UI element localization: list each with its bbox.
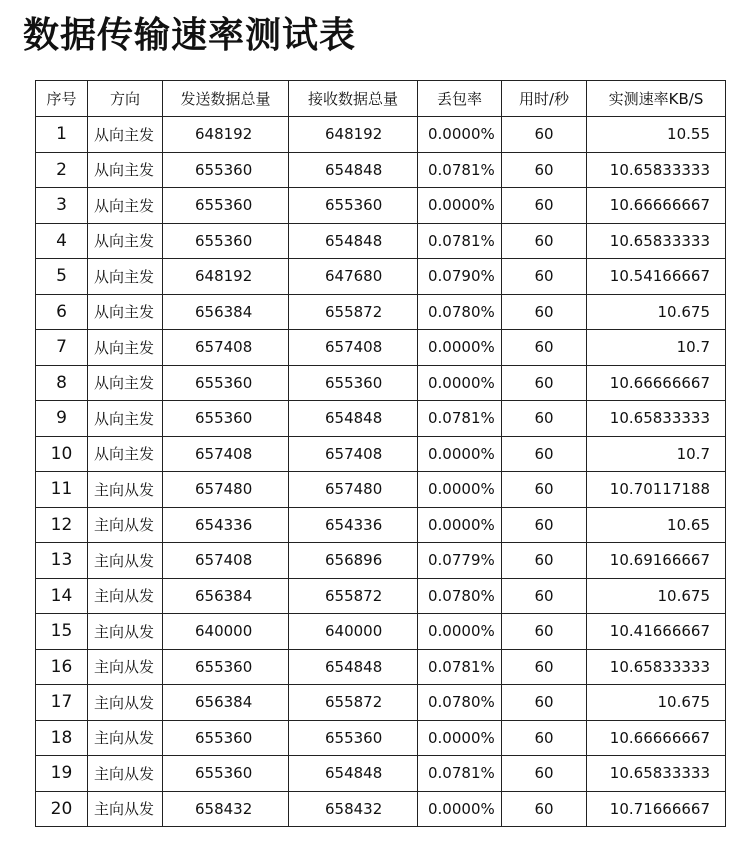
cell-index: 10 [36,436,88,472]
cell-measured-rate: 10.55 [587,117,726,153]
cell-sent-total: 656384 [163,578,289,614]
cell-received-total: 655360 [289,188,418,224]
cell-direction: 从向主发 [88,117,163,153]
cell-direction: 从向主发 [88,223,163,259]
cell-duration: 60 [502,117,587,153]
cell-loss-rate: 0.0000% [418,507,502,543]
cell-direction: 主向从发 [88,649,163,685]
cell-sent-total: 655360 [163,720,289,756]
cell-sent-total: 655360 [163,649,289,685]
cell-direction: 从向主发 [88,436,163,472]
cell-duration: 60 [502,188,587,224]
table-row [36,223,726,259]
cell-index: 1 [36,117,88,153]
page-title: 数据传输速率测试表 [23,15,357,56]
cell-received-total: 647680 [289,259,418,295]
cell-direction: 主向从发 [88,472,163,508]
cell-sent-total: 657408 [163,330,289,366]
table-row [36,294,726,330]
cell-loss-rate: 0.0781% [418,756,502,792]
cell-sent-total: 655360 [163,756,289,792]
cell-received-total: 654848 [289,649,418,685]
cell-direction: 主向从发 [88,720,163,756]
header-sent-total: 发送数据总量 [163,81,289,117]
cell-sent-total: 658432 [163,791,289,827]
header-loss-rate: 丢包率 [418,81,502,117]
cell-duration: 60 [502,223,587,259]
cell-direction: 主向从发 [88,507,163,543]
table-row [36,472,726,508]
cell-index: 9 [36,401,88,437]
cell-index: 2 [36,152,88,188]
cell-received-total: 657408 [289,330,418,366]
table-row [36,259,726,295]
cell-duration: 60 [502,649,587,685]
cell-measured-rate: 10.54166667 [587,259,726,295]
table-row [36,365,726,401]
cell-measured-rate: 10.7 [587,330,726,366]
cell-measured-rate: 10.675 [587,685,726,721]
cell-loss-rate: 0.0779% [418,543,502,579]
table-row [36,614,726,650]
cell-measured-rate: 10.675 [587,294,726,330]
cell-received-total: 656896 [289,543,418,579]
cell-sent-total: 654336 [163,507,289,543]
cell-sent-total: 640000 [163,614,289,650]
cell-measured-rate: 10.70117188 [587,472,726,508]
cell-sent-total: 648192 [163,117,289,153]
cell-index: 11 [36,472,88,508]
cell-received-total: 654848 [289,223,418,259]
cell-measured-rate: 10.65833333 [587,223,726,259]
cell-direction: 从向主发 [88,330,163,366]
cell-loss-rate: 0.0780% [418,578,502,614]
cell-index: 16 [36,649,88,685]
cell-measured-rate: 10.71666667 [587,791,726,827]
cell-direction: 从向主发 [88,152,163,188]
cell-received-total: 658432 [289,791,418,827]
cell-measured-rate: 10.65833333 [587,649,726,685]
cell-index: 17 [36,685,88,721]
cell-received-total: 654848 [289,152,418,188]
cell-duration: 60 [502,259,587,295]
cell-index: 6 [36,294,88,330]
table-row [36,578,726,614]
cell-loss-rate: 0.0000% [418,436,502,472]
cell-received-total: 655872 [289,578,418,614]
cell-duration: 60 [502,685,587,721]
cell-received-total: 654336 [289,507,418,543]
cell-direction: 主向从发 [88,578,163,614]
cell-measured-rate: 10.66666667 [587,188,726,224]
cell-loss-rate: 0.0781% [418,152,502,188]
cell-received-total: 654848 [289,401,418,437]
cell-duration: 60 [502,436,587,472]
cell-index: 15 [36,614,88,650]
cell-loss-rate: 0.0000% [418,365,502,401]
cell-measured-rate: 10.675 [587,578,726,614]
cell-sent-total: 657408 [163,543,289,579]
cell-received-total: 655360 [289,720,418,756]
rate-test-table [35,80,726,827]
table-row [36,685,726,721]
cell-direction: 从向主发 [88,294,163,330]
cell-sent-total: 655360 [163,152,289,188]
cell-direction: 主向从发 [88,614,163,650]
cell-sent-total: 657408 [163,436,289,472]
cell-direction: 从向主发 [88,365,163,401]
cell-index: 3 [36,188,88,224]
cell-sent-total: 656384 [163,685,289,721]
cell-duration: 60 [502,543,587,579]
cell-sent-total: 657480 [163,472,289,508]
cell-received-total: 654848 [289,756,418,792]
cell-direction: 主向从发 [88,543,163,579]
header-measured-rate: 实测速率KB/S [587,81,726,117]
cell-measured-rate: 10.65833333 [587,152,726,188]
cell-duration: 60 [502,472,587,508]
cell-loss-rate: 0.0781% [418,649,502,685]
cell-duration: 60 [502,330,587,366]
cell-duration: 60 [502,507,587,543]
cell-measured-rate: 10.41666667 [587,614,726,650]
cell-index: 14 [36,578,88,614]
cell-loss-rate: 0.0000% [418,720,502,756]
table-row [36,401,726,437]
table-row [36,791,726,827]
cell-received-total: 657408 [289,436,418,472]
cell-index: 5 [36,259,88,295]
cell-received-total: 655872 [289,685,418,721]
table-row [36,543,726,579]
cell-loss-rate: 0.0000% [418,188,502,224]
cell-measured-rate: 10.69166667 [587,543,726,579]
header-received-total: 接收数据总量 [289,81,418,117]
cell-duration: 60 [502,756,587,792]
cell-sent-total: 655360 [163,365,289,401]
cell-measured-rate: 10.65 [587,507,726,543]
cell-index: 8 [36,365,88,401]
cell-duration: 60 [502,720,587,756]
cell-loss-rate: 0.0790% [418,259,502,295]
cell-loss-rate: 0.0000% [418,117,502,153]
table-body [36,117,726,827]
table-row [36,152,726,188]
cell-loss-rate: 0.0000% [418,472,502,508]
cell-direction: 主向从发 [88,791,163,827]
cell-received-total: 657480 [289,472,418,508]
cell-index: 18 [36,720,88,756]
cell-measured-rate: 10.66666667 [587,720,726,756]
cell-duration: 60 [502,578,587,614]
cell-direction: 主向从发 [88,685,163,721]
cell-received-total: 655872 [289,294,418,330]
cell-direction: 从向主发 [88,401,163,437]
cell-received-total: 655360 [289,365,418,401]
cell-direction: 主向从发 [88,756,163,792]
cell-received-total: 648192 [289,117,418,153]
table-row [36,720,726,756]
cell-index: 13 [36,543,88,579]
cell-index: 20 [36,791,88,827]
cell-measured-rate: 10.65833333 [587,756,726,792]
table-row [36,507,726,543]
header-row [36,81,726,117]
table-row [36,756,726,792]
cell-loss-rate: 0.0781% [418,223,502,259]
cell-duration: 60 [502,791,587,827]
cell-duration: 60 [502,614,587,650]
header-index: 序号 [36,81,88,117]
cell-duration: 60 [502,401,587,437]
cell-direction: 从向主发 [88,188,163,224]
cell-received-total: 640000 [289,614,418,650]
cell-direction: 从向主发 [88,259,163,295]
cell-index: 19 [36,756,88,792]
cell-index: 4 [36,223,88,259]
table-row [36,649,726,685]
cell-measured-rate: 10.66666667 [587,365,726,401]
cell-loss-rate: 0.0781% [418,401,502,437]
cell-loss-rate: 0.0000% [418,330,502,366]
table-row [36,436,726,472]
cell-loss-rate: 0.0780% [418,294,502,330]
cell-sent-total: 655360 [163,401,289,437]
cell-loss-rate: 0.0780% [418,685,502,721]
table-row [36,117,726,153]
header-direction: 方向 [88,81,163,117]
cell-sent-total: 655360 [163,223,289,259]
cell-index: 7 [36,330,88,366]
table-row [36,330,726,366]
table-row [36,188,726,224]
cell-sent-total: 656384 [163,294,289,330]
cell-duration: 60 [502,294,587,330]
cell-measured-rate: 10.7 [587,436,726,472]
cell-sent-total: 648192 [163,259,289,295]
cell-loss-rate: 0.0000% [418,791,502,827]
cell-measured-rate: 10.65833333 [587,401,726,437]
cell-loss-rate: 0.0000% [418,614,502,650]
cell-duration: 60 [502,365,587,401]
header-duration: 用时/秒 [502,81,587,117]
cell-sent-total: 655360 [163,188,289,224]
cell-index: 12 [36,507,88,543]
cell-duration: 60 [502,152,587,188]
